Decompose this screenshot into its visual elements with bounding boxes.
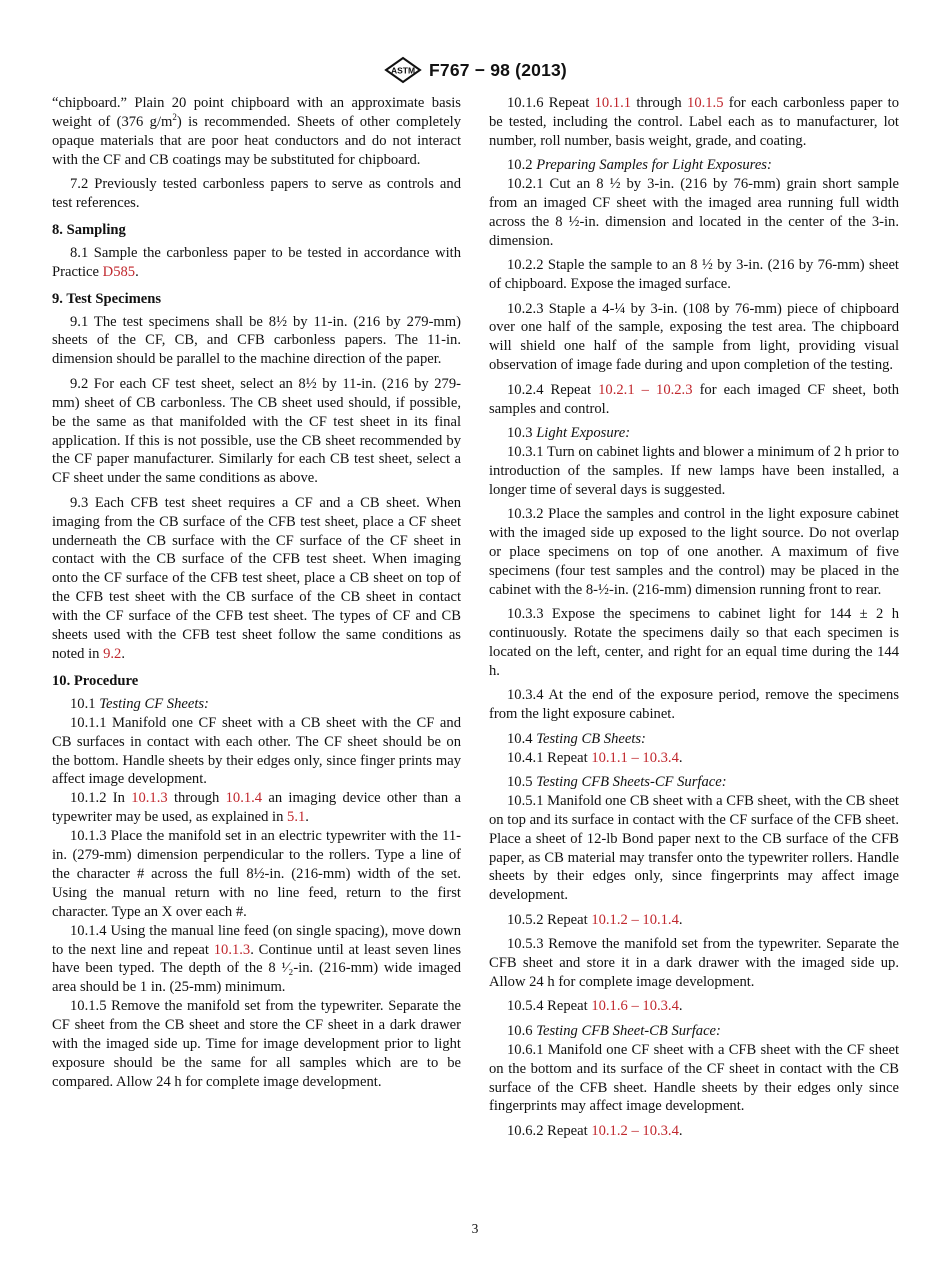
paragraph-10-5-4: 10.5.4 Repeat 10.1.6 – 10.3.4. xyxy=(507,998,683,1015)
paragraph-7-2: 7.2 Previously tested carbonless papers to serve as controls and test references. xyxy=(52,176,461,212)
paragraph-10-4: 10.4 Testing CB Sheets: xyxy=(507,730,646,747)
paragraph-9-1: 9.1 The test specimens shall be 8½ by 11-in. (216 by 279-mm) sheets of the CF, CB, and CFB carbonless papers. The 11-in. dimension should be parallel to the machine direction of the paper. xyxy=(52,313,461,368)
svg-text:ASTM: ASTM xyxy=(390,65,416,76)
reference-link-10-1-2-to-10-1-4[interactable]: 10.1.2 – 10.1.4 xyxy=(591,911,679,928)
paragraph-10-6-2: 10.6.2 Repeat 10.1.2 – 10.3.4. xyxy=(507,1122,683,1139)
paragraph-chipboard: “chipboard.” Plain 20 point chipboard with an approximate basis weight of (376 $g/m^2$) is recommended. Sheets of other completely opaque materials that are poor heat conductors and do not interact with the CF and CB coatings may be substituted for chipboard. xyxy=(52,95,461,168)
paragraph-10-1-2: 10.1.2 In 10.1.3 through 10.1.4 an imaging device other than a typewriter may be used, as explained in 5.1. xyxy=(52,790,461,826)
paragraph-10-5-1: 10.5.1 Manifold one CB sheet with a CFB sheet, with the CB sheet on top and its surface in contact with the CF surface of the CFB sheet. Place a sheet of 12-lb Bond paper next to the CB surface of the CFB paper, as CB material may transfer onto the typewriter rollers. Handle sheets by their edges only, since fingerprints may affect image development. xyxy=(489,792,899,904)
reference-link-10-1-6-to-10-3-4[interactable]: 10.1.6 – 10.3.4 xyxy=(591,998,679,1015)
paragraph-10-5-3: 10.5.3 Remove the manifold set from the typewriter. Separate the CFB sheet and store it in a dark drawer with the imaged side up. Allow 24 h for complete image development. xyxy=(489,936,899,990)
right-column xyxy=(489,94,899,1146)
paragraph-10-3-3: 10.3.3 Expose the specimens to cabinet light for 144 ± 2 h continuously. Rotate the specimens daily so that each specimen is located on the left, center, and right for an equal time during the 144 h. xyxy=(489,606,899,679)
paragraph-10-2-1: 10.2.1 Cut an 8 ½ by 3-in. (216 by 76-mm) grain short sample from an imaged CF sheet with the imaged area running full width across the 8 ½-in. dimension and located in the center of the 3-in. dimension. xyxy=(489,176,899,249)
section-heading-10: 10. Procedure xyxy=(52,672,139,689)
paragraph-10-1-5: 10.1.5 Remove the manifold set from the typewriter. Separate the CF sheet from the CB sheet and store the CF sheet in a dark drawer with the imaged side up. Time for image development prior to light exposure should be the same for all samples which are to be compared. Allow 24 h for complete image development. xyxy=(52,998,461,1090)
paragraph-10-1-6: 10.1.6 Repeat 10.1.1 through 10.1.5 for each carbonless paper to be tested, including the control. Label each as to manufacturer, lot number, roll number, basis weight, grade, and coating. xyxy=(489,95,899,149)
paragraph-10-1-1: 10.1.1 Manifold one CF sheet with a CB sheet with the CF and CB surfaces in contact with each other. The CF sheet should be on the bottom. Handle sheets by their edges only, since finger prints may affect image development. xyxy=(52,714,461,788)
page-header xyxy=(0,53,950,87)
left-column xyxy=(52,94,461,1092)
paragraph-10-1-3: 10.1.3 Place the manifold set in an electric typewriter with the 11-in. (279-mm) dimension perpendicular to the rollers. Type a line of the character # across the full 8½-in. (216-mm) width of the set. Using the manual return with no line feed, return to the first character. Type an X over each #. xyxy=(52,828,461,920)
paragraph-10-1: 10.1 Testing CF Sheets: xyxy=(70,695,209,712)
paragraph-8-1: 8.1 Sample the carbonless paper to be tested in accordance with Practice D585. xyxy=(52,244,461,280)
paragraph-10-3-2: 10.3.2 Place the samples and control in the light exposure cabinet with the imaged side up exposed to the light source. Do not overlap or place specimens on top of one another. A maximum of five specimens (four test samples and the control) may be placed in the cabinet with the 8-½-in. (216-mm) dimension running front to rear. xyxy=(489,506,899,598)
paragraph-10-1-4: 10.1.4 Using the manual line feed (on single spacing), move down to the next line and repeat 10.1.3. Continue until at least seven lines have been typed. The depth of the 8 ¹⁄₂-in. (216-mm) wide imaged area should be 1 in. (25-mm) minimum. xyxy=(52,922,461,996)
paragraph-10-5-2: 10.5.2 Repeat 10.1.2 – 10.1.4. xyxy=(507,911,683,928)
paragraph-10-5: 10.5 Testing CFB Sheets-CF Surface: xyxy=(507,773,727,790)
paragraph-9-3: 9.3 Each CFB test sheet requires a CF and a CB sheet. When imaging from the CB surface of the CFB test sheet, place a CF sheet underneath the CB surface with the CF surface of the CF sheet in contact with the CB surface of the CFB test sheet. When imaging onto the CF surface of the CFB test sheet, place a CB sheet on top of the CFB test sheet with the CB surface of the CB sheet in contact with the CF surface of the CFB test sheet. The types of CF and CB sheets used with the CFB test sheet follow the same conditions as noted in 9.2. xyxy=(52,494,461,662)
reference-link-10-1-3[interactable]: 10.1.3 xyxy=(213,941,251,958)
paragraph-9-2: 9.2 For each CF test sheet, select an 8½ by 11-in. (216 by 279-mm) sheet of CB carbonless. The CB sheet used should, if possible, be the same as that manifolded with the CF test sheet in its final application. If this is not possible, use the CB sheet recommended by the CF paper manufacturer. Similarly for each CB test sheet, select a CF sheet under the same conditions as above. xyxy=(52,375,461,487)
paragraph-10-3: 10.3 Light Exposure: xyxy=(507,425,631,441)
reference-link-10-1-1-to-10-3-4[interactable]: 10.1.1 – 10.3.4 xyxy=(591,749,679,766)
reference-link-10-1-3[interactable]: 10.1.3 xyxy=(131,790,168,807)
reference-link-10-2-1-to-10-2-3[interactable]: 10.2.1 – 10.2.3 xyxy=(598,381,693,398)
reference-link-5-1[interactable]: 5.1 xyxy=(287,809,306,826)
reference-link-10-1-5[interactable]: 10.1.5 xyxy=(687,95,724,111)
section-heading-9: 9. Test Specimens xyxy=(52,290,162,307)
document-designation: F767 − 98 (2013) xyxy=(429,59,567,80)
reference-link-d585[interactable]: D585 xyxy=(102,263,136,280)
paragraph-10-3-4: 10.3.4 At the end of the exposure period, remove the specimens from the light exposure cabinet. xyxy=(489,687,899,723)
paragraph-10-2-4: 10.2.4 Repeat 10.2.1 – 10.2.3 for each imaged CF sheet, both samples and control. xyxy=(489,381,899,417)
reference-link-10-1-2-to-10-3-4[interactable]: 10.1.2 – 10.3.4 xyxy=(591,1122,679,1139)
astm-logo-icon xyxy=(383,56,423,84)
paragraph-10-2: 10.2 Preparing Samples for Light Exposures: xyxy=(507,157,772,174)
paragraph-10-4-1: 10.4.1 Repeat 10.1.1 – 10.3.4. xyxy=(507,749,683,766)
paragraph-10-2-2: 10.2.2 Staple the sample to an 8 ½ by 3-in. (216 by 76-mm) sheet of chipboard. Expose the imaged surface. xyxy=(489,257,899,293)
page-number: 3 xyxy=(471,1221,479,1236)
reference-link-9-2[interactable]: 9.2 xyxy=(103,645,122,662)
section-heading-8: 8. Sampling xyxy=(52,221,126,238)
reference-link-10-1-4[interactable]: 10.1.4 xyxy=(225,790,263,807)
reference-link-10-1-1[interactable]: 10.1.1 xyxy=(594,95,632,111)
paragraph-10-6-1: 10.6.1 Manifold one CF sheet with a CFB sheet with the CF sheet on the bottom and its surface of the CF sheet in contact with the CB surface of the CFB sheet. Handle sheets by their edges only since fingerprints may affect image development. xyxy=(489,1041,899,1115)
paragraph-10-6: 10.6 Testing CFB Sheet-CB Surface: xyxy=(507,1022,721,1039)
paragraph-10-3-1: 10.3.1 Turn on cabinet lights and blower a minimum of 2 h prior to introduction of the samples. If new lamps have been installed, a longer time of several days is suggested. xyxy=(489,443,899,498)
paragraph-10-2-3: 10.2.3 Staple a 4-¼ by 3-in. (108 by 76-mm) piece of chipboard over one half of the sample, exposing the test area. The chipboard will shield one half of the sample from light, providing visual observation of image fade during and upon completion of the testing. xyxy=(489,300,899,374)
